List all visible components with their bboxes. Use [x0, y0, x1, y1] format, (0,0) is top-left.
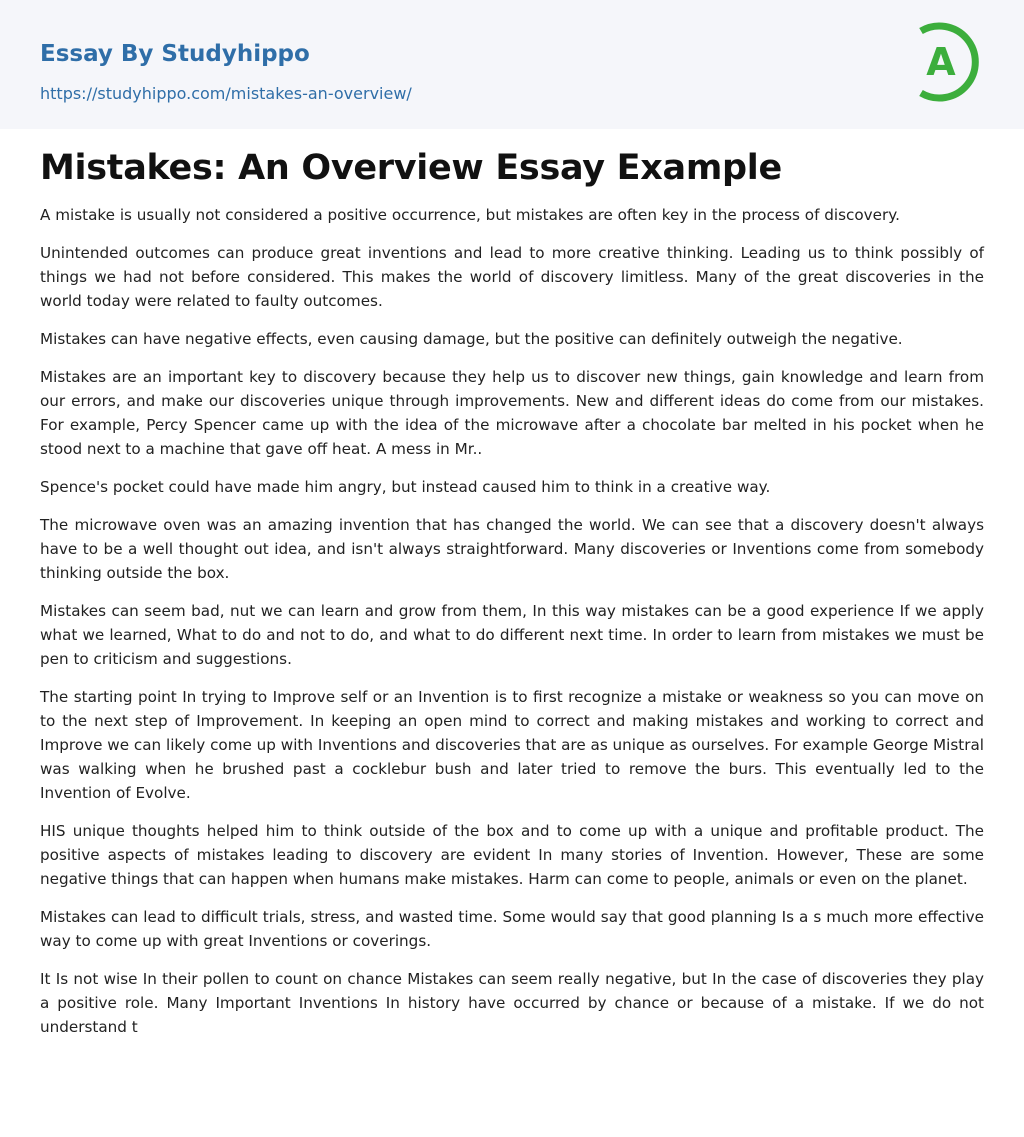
paragraph: Mistakes can seem bad, nut we can learn and grow from them, In this way mistakes can be a good experience If we apply what we learned, What to do and not to do, and what to do different next time. In order to learn from mistakes we must be pen to criticism and suggestions. — [40, 602, 984, 668]
page-title: Mistakes: An Overview Essay Example — [40, 148, 782, 188]
paragraph: Mistakes can lead to difficult trials, stress, and wasted time. Some would say that good planning Is a s much more effective way to come up with great Inventions or coverings. — [40, 908, 984, 950]
site-header — [0, 0, 1024, 129]
paragraph: Mistakes can have negative effects, even causing damage, but the positive can definitely outweigh the negative. — [40, 330, 903, 348]
paragraph: The starting point In trying to Improve self or an Invention is to first recognize a mistake or weakness so you can move on to the next step of Improvement. In keeping an open mind to correct and making mistakes and working to correct and Improve we can likely come up with Inventions and discoveries that are as unique as ourselves. For example George Mistral was walking when he brushed past a cocklebur bush and later tried to remove the burs. This eventually led to the Invention of Evolve. — [40, 688, 984, 802]
paragraph: The microwave oven was an amazing invention that has changed the world. We can see that a discovery doesn't always have to be a well thought out idea, and isn't always straightforward. Many discoveries or Inventions come from somebody thinking outside the box. — [40, 516, 984, 582]
logo-letter: A — [926, 40, 956, 84]
paragraph: Spence's pocket could have made him angry, but instead caused him to think in a creative way. — [40, 478, 771, 496]
article-body — [0, 145, 1024, 1039]
paragraph: Mistakes are an important key to discovery because they help us to discover new things, gain knowledge and learn from our errors, and make our discoveries unique through improvements. New and different ideas do come from our mistakes. For example, Percy Spencer came up with the idea of the microwave after a chocolate bar melted in his pocket when he stood next to a machine that gave off heat. A mess in Mr.. — [40, 368, 984, 458]
paragraph: It Is not wise In their pollen to count on chance Mistakes can seem really negative, but In the case of discoveries they play a positive role. Many Important Inventions In history have occurred by chance or because of a mistake. If we do not understand t — [40, 970, 984, 1036]
paragraph: HIS unique thoughts helped him to think outside of the box and to come up with a unique and profitable product. The positive aspects of mistakes leading to discovery are evident In many stories of Invention. However, These are some negative things that can happen when humans make mistakes. Harm can come to people, animals or even on the planet. — [40, 822, 984, 888]
site-brand[interactable]: Essay By Studyhippo — [40, 41, 310, 67]
paragraph: Unintended outcomes can produce great inventions and lead to more creative thinking. Leading us to think possibly of things we had not before considered. This makes the world of discovery limitless. Many of the great discoveries in the world today were related to faulty outcomes. — [40, 244, 984, 310]
paragraph: A mistake is usually not considered a positive occurrence, but mistakes are often key in the process of discovery. — [40, 206, 900, 224]
essay-url-link[interactable]: https://studyhippo.com/mistakes-an-overview/ — [40, 84, 412, 103]
studyhippo-logo-icon[interactable] — [912, 19, 986, 105]
